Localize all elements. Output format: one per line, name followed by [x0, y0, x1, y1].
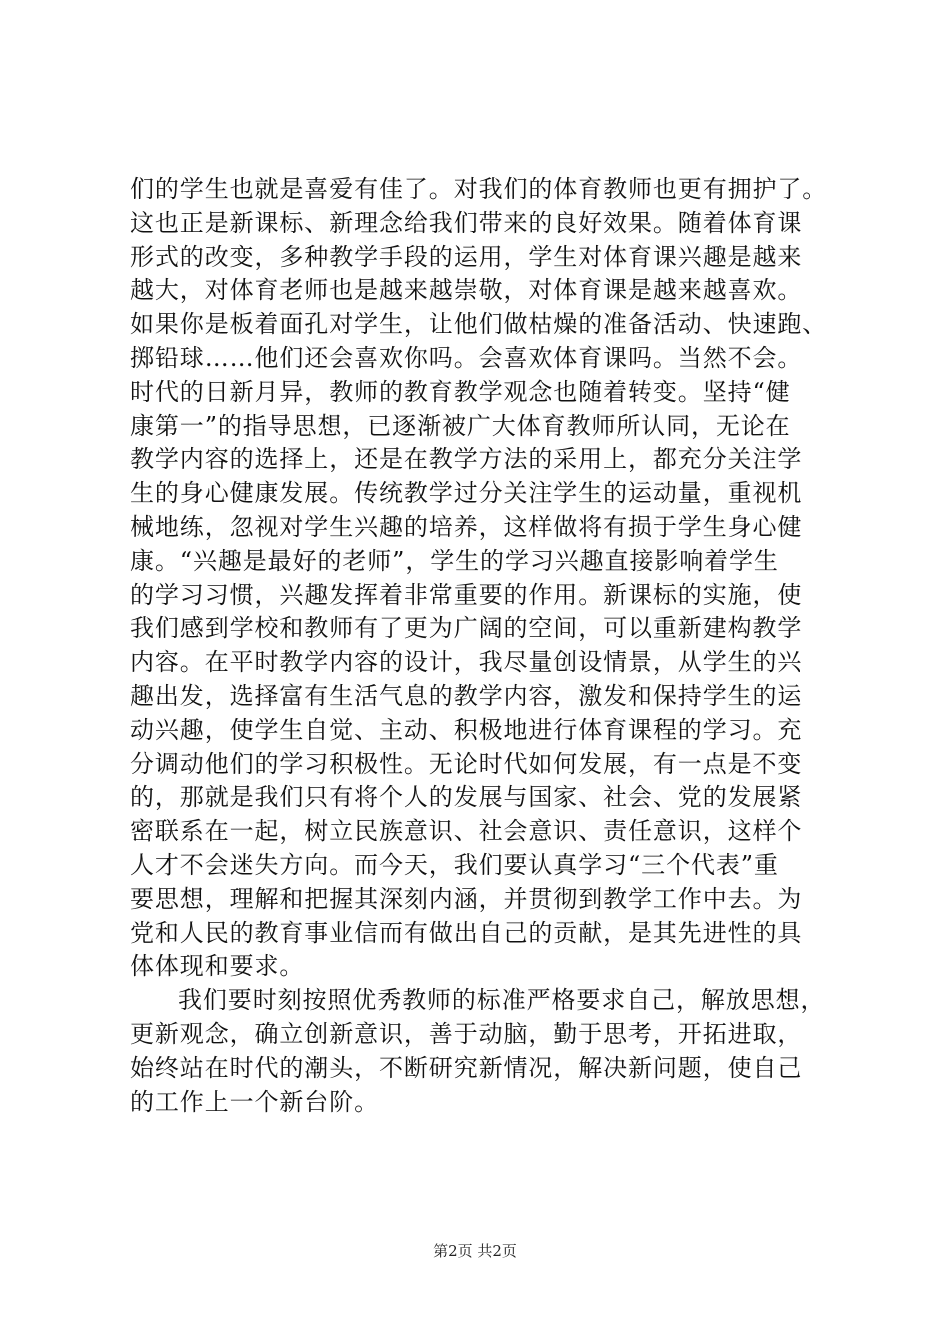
- text-line: 的学习习惯，兴趣发挥着非常重要的作用。新课标的实施，使: [130, 580, 803, 609]
- text-line: 械地练，忽视对学生兴趣的培养，这样做将有损于学生身心健: [130, 512, 803, 541]
- text-line: 分调动他们的学习积极性。无论时代如何发展，有一点是不变: [130, 749, 803, 778]
- text-line: 内容。在平时教学内容的设计，我尽量创设情景，从学生的兴: [130, 648, 803, 677]
- text-line: 康。“兴趣是最好的老师”，学生的学习兴趣直接影响着学生: [130, 546, 779, 575]
- text-line: 我们感到学校和教师有了更为广阔的空间，可以重新建构教学: [130, 614, 803, 643]
- text-line: 的工作上一个新台阶。: [130, 1087, 379, 1116]
- text-line: 掷铅球……他们还会喜欢你吗。会喜欢体育课吗。当然不会。: [130, 343, 803, 372]
- text-line: 生的身心健康发展。传统教学过分关注学生的运动量，重视机: [130, 479, 803, 508]
- text-line: 教学内容的选择上，还是在教学方法的采用上，都充分关注学: [130, 445, 803, 474]
- text-line: 形式的改变，多种教学手段的运用，学生对体育课兴趣是越来: [130, 242, 803, 271]
- text-line: 密联系在一起，树立民族意识、社会意识、责任意识，这样个: [130, 817, 803, 846]
- text-line: 趣出发，选择富有生活气息的教学内容，激发和保持学生的运: [130, 681, 803, 710]
- text-line: 始终站在时代的潮头，不断研究新情况，解决新问题，使自己: [130, 1053, 803, 1082]
- text-line: 越大，对体育老师也是越来越崇敬，对体育课是越来越喜欢。: [130, 276, 803, 305]
- text-line: 要思想，理解和把握其深刻内涵，并贯彻到教学工作中去。为: [130, 884, 803, 913]
- text-line: 的，那就是我们只有将个人的发展与国家、社会、党的发展紧: [130, 783, 803, 812]
- text-line: 人才不会迷失方向。而今天，我们要认真学习“三个代表”重: [130, 850, 779, 879]
- text-line: 体体现和要求。: [130, 952, 305, 981]
- text-line: 们的学生也就是喜爱有佳了。对我们的体育教师也更有拥护了。: [130, 175, 828, 203]
- text-line: 这也正是新课标、新理念给我们带来的良好效果。随着体育课: [130, 208, 803, 237]
- text-line: 我们要时刻按照优秀教师的标准严格要求自己，解放思想，: [178, 986, 826, 1015]
- body-text: [130, 173, 830, 1119]
- text-line: 动兴趣，使学生自觉、主动、积极地进行体育课程的学习。充: [130, 715, 803, 744]
- text-line: 党和人民的教育事业信而有做出自己的贡献，是其先进性的具: [130, 918, 803, 947]
- page-footer: 第2页 共2页: [433, 1242, 517, 1260]
- text-line: 康第一”的指导思想，已逐渐被广大体育教师所认同，无论在: [130, 411, 791, 440]
- text-line: 时代的日新月异，教师的教育教学观念也随着转变。坚持“健: [130, 377, 791, 406]
- text-line: 更新观念，确立创新意识，善于动脑，勤于思考，开拓进取，: [130, 1019, 803, 1048]
- text-line: 如果你是板着面孔对学生，让他们做枯燥的准备活动、快速跑、: [130, 310, 828, 339]
